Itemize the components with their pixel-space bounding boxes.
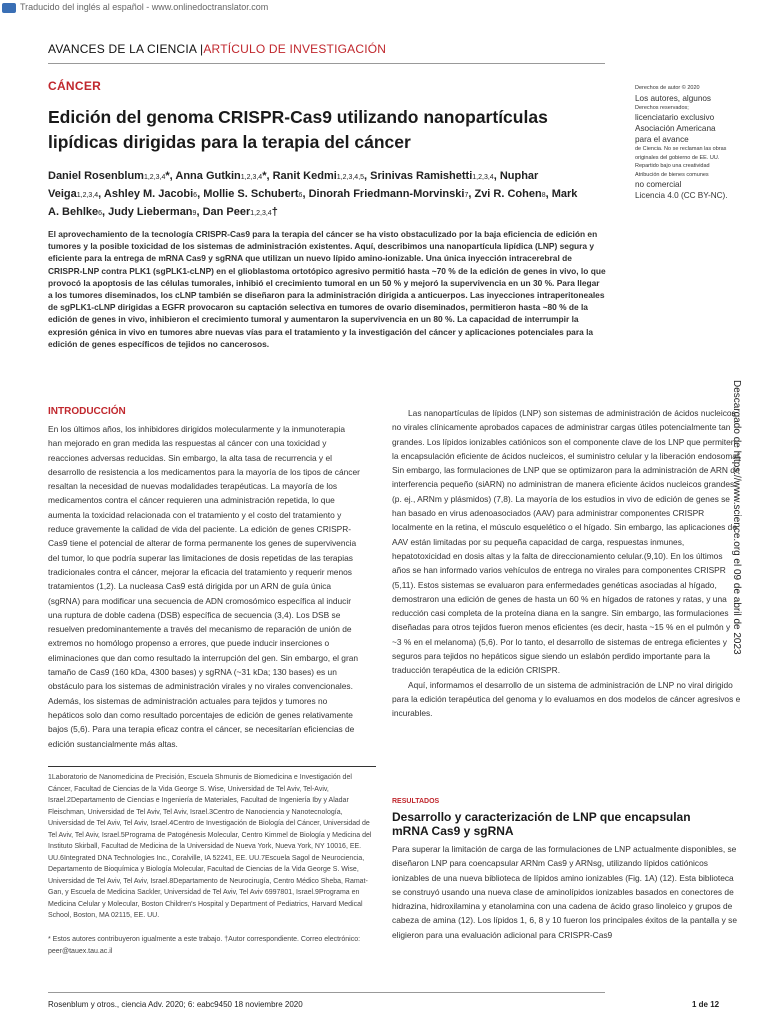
author-affiliation: 6 [298, 192, 303, 199]
sidebar-line: no comercial [635, 180, 682, 189]
sidebar-line: de Ciencia. No se reclaman las obras originales del gobierno de EE. UU. Repartido bajo una creatividad Atribución de bienes comunes [635, 146, 727, 178]
author-list [48, 168, 588, 222]
translator-banner[interactable] [0, 0, 768, 14]
author-affiliation: 7 [464, 192, 469, 199]
author-name: Daniel Rosenblum1,2,3,4*, [48, 170, 176, 182]
footnote-rule [48, 766, 376, 767]
author-affiliation: 1,2,3,4 [472, 174, 494, 181]
abstract: El aprovechamiento de la tecnología CRISPR-Cas9 para la terapia del cáncer se ha visto obstaculizado por la baja eficiencia de edición en tumores y la posible toxicidad de los sistemas de administración existentes. Aquí, describimos una nanopartícula lipídica (LNP) segura y eficiente para la entrega de mRNA Cas9 y sgRNA que utilizan un nuevo lípido amino-ionizable. Una única inyección intracerebral de CRISPR-LNP contra PLK1 (sgPLK1-cLNP) en el glioblastoma ortotópico agresivo permitió hasta ~70 % de la edición de genes in vivo, lo que provocó la apoptosis de las células tumorales, inhibió el crecimiento tumoral en un 50 % y mejoró la supervivencia en un 30 %. Para llegar a los tumores diseminados, los cLNP también se diseñaron para la administración dirigida a anticuerpos. Las inyecciones intraperitoneales de sgPLK1-cLNP dirigidas a EGFR provocaron su captación selectiva en tumores de ovario diseminados, permitieron hasta ~80 % de la edición de genes in vivo, inhibieron el crecimiento tumoral y aumentaron la supervivencia en un 80 %. La capacidad de interrumpir la expresión génica in vivo en tumores abre nuevas vías para el tratamiento y la investigación del cáncer y aplicaciones potenciales para la edición de genes específicos de tejidos no cancerosos. [48, 229, 606, 349]
translator-logo-icon [2, 3, 16, 13]
footer-rule [48, 992, 605, 993]
download-note-text: Descargado de https://www.science.org el 09 de abril de 2023 [731, 380, 742, 655]
author-name: Anna Gutkin1,2,3,4*, [175, 170, 273, 182]
translator-text: Traducido del inglés al español - www.onlinedoctranslator.com [20, 2, 269, 12]
author-name: Ashley M. Jacobi6, [103, 188, 204, 200]
results-heading: Desarrollo y caracterización de LNP que encapsulan mRNA Cas9 y sgRNA [392, 810, 691, 838]
author-affiliation: 8 [541, 192, 546, 199]
author-affiliation: 1,2,3,4 [250, 210, 272, 217]
category-label: CÁNCER [48, 79, 102, 93]
author-affiliation: 6 [193, 192, 198, 199]
results-paragraph: Para superar la limitación de carga de las formulaciones de LNP actualmente disponibles, se diseñaron LNP para coencapsular ARNm Cas9 y ARNsg, utilizando lípidos catiónicos ionizables de una nueva biblioteca de lípidos amino ionizables (Fig. 1A) (12). Esta biblioteca se construyó usando una nueva clase de aminolípidos ionizables basados en conectores de hidrazina, hidroxilamina y etanolamina con una cadena de ácido graso linoleico y grupos de cabeza de amina (12). Los lípidos 1, 6, 8 y 10 fueron los principales éxitos de la pantalla y se eligieron para una evaluación adicional para CRISPR-Cas9 [392, 844, 737, 940]
article-title: Edición del genoma CRISPR-Cas9 utilizando nanopartículas lipídicas dirigidas para la terapia del cáncer [48, 107, 548, 152]
sidebar-line: Derechos reservados; [635, 104, 689, 111]
author-affiliation: 6 [98, 210, 103, 217]
intro-column [48, 422, 360, 751]
journal-header [48, 42, 386, 56]
results-label: RESULTADOS [392, 798, 440, 805]
sidebar-line: Licencia 4.0 (CC BY-NC). [635, 191, 728, 200]
sidebar-line: para el avance [635, 135, 689, 144]
sidebar-line: Derechos de autor © 2020 [635, 85, 700, 91]
page-number: 1 de 12 [692, 1000, 720, 1009]
sidebar-line: Los autores, algunos [635, 93, 712, 103]
author-name: Mollie S. Schubert6, [203, 188, 309, 200]
intro-paragraph: En los últimos años, los inhibidores dirigidos molecularmente y la inmunoterapia han mejorado en gran medida las respuestas al cáncer con una toxicidad y reacciones adversas reducidas. Sin embargo, la alta tasa de recurrencia y el desarrollo de resistencia a los medicamentos para la mayoría de los tipos de cáncer resaltan la necesidad de nuevas modalidades terapéuticas. La mayoría de los medicamentos contra el cáncer requieren una administración repetida, lo que aumenta la toxicidad relacionada con el tratamiento y el costo del tratamiento y reduce gravemente la calidad de vida del paciente. La edición de genes CRISPR-Cas9 tiene el potencial de alterar de forma permanente los genes de supervivencia del tumor, lo que podría superar las limitaciones de dosis repetidas de las terapias tradicionales contra el cáncer, mejorar la eficacia del tratamiento y requerir menos tratamientos (1,2). La nucleasa Cas9 está dirigida por un ARN de guía única (sgRNA) para modificar una secuencia de ADN cromosómico específica al inducir una ruptura de doble cadena (DSB) específica de secuencia (3,4). Los DSB se resuelven predominantemente a través del mecanismo de reparación de unión de extremos no homólogo propenso a errores, que puede inducir inserciones o eliminaciones que dan como resultado la interrupción del gen. Sin embargo, el gran tamaño de Cas9 (160 kDa, 4300 bases) y sgRNA (~31 kDa; 130 bases) es un obstáculo para los sistemas de administración virales y no virales convencionales. Además, los sistemas de administración actuales para tejidos y tumores no hepáticos solo dan como resultado porcentajes de edición de genes relativamente bajos (5,6). Para una terapia eficaz contra el cáncer, se necesitarían eficiencias de edición sustancialmente más altas. [48, 424, 360, 749]
download-note [731, 380, 754, 655]
affiliations: 1Laboratorio de Nanomedicina de Precisión, Escuela Shmunis de Biomedicina e Investigación del Cáncer, Facultad de Ciencias de la Vida George S. Wise, Universidad de Tel Aviv, Tel-Aviv, Israel.2Departamento de Ciencias e Ingeniería de Materiales, Facultad de Ingeniería Iby y Aladar Fleischman, Universidad de Tel Aviv, Tel Aviv, Israel.3Centro de Nanociencia y Nanotecnología, Universidad de Tel Aviv, Tel Aviv, Israel.4Centro de Investigación de Biología del Cáncer, Universidad de Tel Aviv, Tel Aviv, Israel.5Programa de Patogénesis Molecular, Centro Kimmel de Biología y Medicina del Instituto Skirball, Facultad de Medicina de la Universidad de Nueva York, Nueva York, NY 10016, EE. UU.6Integrated DNA Technologies Inc., Coralville, IA 52241, EE. UU.7Escuela Sagol de Neurociencia, Departamento de Bioquímica y Biología Molecular, Facultad de Ciencias de la Vida George S. Wise, Universidad de Tel Aviv, Tel Aviv, Israel.8Departamento de Neurocirugía, Centro Médico Sheba, Ramat-Gan, y Escuela de Medicina Sackler, Universidad de Tel Aviv, Tel Aviv 6997801, Israel.9Programa en Medicina Celular y Molecular, Boston Children's Hospital y Department of Pediatrics, Harvard Medical School, Boston, MA 02115, EE. UU. [48, 774, 372, 919]
author-notes: * Estos autores contribuyeron igualmente a este trabajo. †Autor correspondiente. Correo electrónico: peer@tauex.tau.ac.il [48, 936, 361, 955]
author-affiliation: 1,2,3,4 [240, 174, 263, 181]
body-paragraph: Aquí, informamos el desarrollo de un sistema de administración de LNP no viral dirigido para la edición terapéutica del genoma y lo evaluamos en dos modelos de cáncer agresivos e incurables. [392, 679, 741, 719]
body-paragraph: Las nanopartículas de lípidos (LNP) son sistemas de administración de ácidos nucleicos no virales clínicamente aprobados capaces de administrar cargas útiles potencialmente tan grandes. Los lípidos ionizables catiónicos son el componente clave de los LNP que permiten la encapsulación eficiente de ácidos nucleicos, el suministro celular y la liberación endosomal. Sin embargo, las formulaciones de LNP que se optimizaron para la administración de ARN de interferencia pequeño (siARN) no administran de manera eficiente ácidos nucleicos grandes (p. ej., ARNm y plásmidos) (7,8). La mayoría de los estudios in vivo de edición de genes se han basado en virus adenoasociados (AAV) para administrar componentes CRISPR localmente en la retina, el músculo esquelético o el hígado. Sin embargo, las aplicaciones de AAV están limitadas por su pequeña capacidad de carga, respuestas inmunes, hepatotoxicidad en dosis altas y la falta de direccionamiento celular.(9,10). En los últimos años se han informado varios vehículos de entrega no virales para componentes CRISPR (5,11). Estos sistemas se evaluaron para enfermedades genéticas asociadas al hígado, demostraron una edición de genes de hasta un 60 % en hígados de ratones y ratas, y una reducción casi completa de la proteína diana en la sangre. Sin embargo, las formulaciones diseñadas para otros tejidos fueron menos eficientes (es decir, hasta ~15 % en el pulmón y ~3 % en el melanoma) (5,6). Por lo tanto, el desarrollo de sistemas de entrega eficientes y seguros para tejidos no hepáticos sigue siendo un eslabón perdido importante para la traducción terapéutica de la edición CRISPR. [392, 408, 742, 676]
right-column [392, 406, 742, 721]
author-affiliation: 1,2,3,4 [143, 174, 166, 181]
author-name: Ranit Kedmi1,2,3,4,5, [272, 170, 371, 182]
intro-heading: INTRODUCCIÓN [48, 406, 126, 417]
author-affiliation: 9 [192, 210, 197, 217]
author-name: Nuphar Veiga1,2,3,4, [48, 170, 539, 200]
copyright-sidebar [635, 84, 735, 201]
author-name: Judy Lieberman9, [108, 206, 203, 218]
author-affiliation: 1,2,3,4,5 [336, 174, 365, 181]
article-section: ARTÍCULO DE INVESTIGACIÓN [203, 42, 387, 56]
citation: Rosenblum y otros., ciencia Adv. 2020; 6: eabc9450 18 noviembre 2020 [48, 1000, 303, 1009]
sidebar-line: Asociación Americana [635, 124, 716, 133]
author-name: Dan Peer1,2,3,4† [202, 206, 278, 218]
header-rule [48, 63, 605, 64]
header-separator: | [196, 42, 204, 56]
journal-name: AVANCES DE LA CIENCIA [48, 42, 197, 56]
author-name: Mark A. Behlke6, [48, 188, 578, 218]
author-name: Srinivas Ramishetti1,2,3,4, [370, 170, 500, 182]
author-name: Dinorah Friedmann-Morvinski7, [308, 188, 475, 200]
author-name: Zvi R. Cohen8, [474, 188, 552, 200]
author-affiliation: 1,2,3,4 [76, 192, 99, 199]
sidebar-line: licenciatario exclusivo [635, 113, 715, 122]
